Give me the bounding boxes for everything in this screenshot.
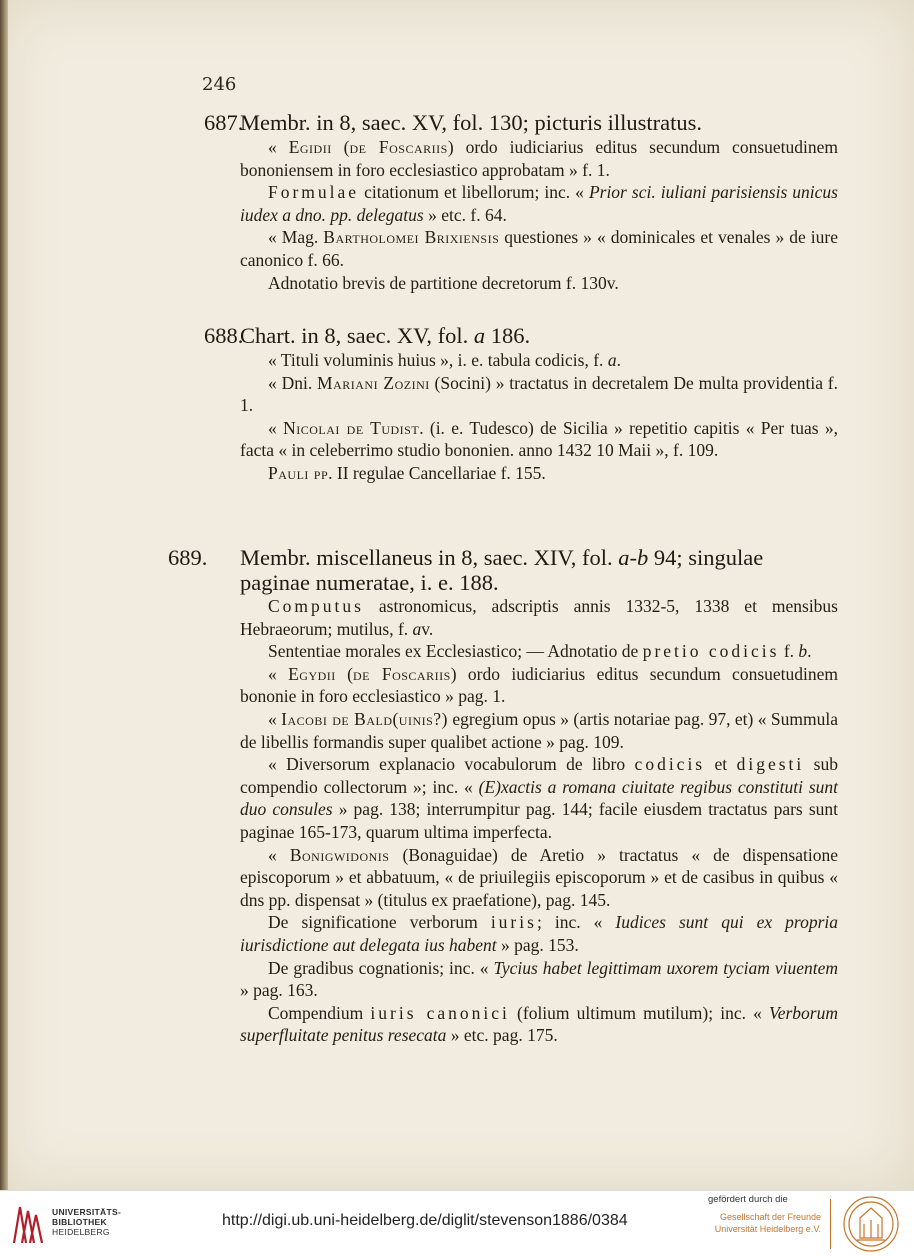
text-run: Sententiae morales ex Ecclesiastico; — Adnotatio de: [268, 641, 643, 662]
text-run: « Dni.: [268, 372, 318, 393]
text-run: «: [268, 417, 284, 438]
text-run: et: [705, 754, 737, 775]
entry-paragraph: [240, 663, 838, 708]
library-name-line: BIBLIOTHEK: [52, 1217, 107, 1227]
text-run: » pag. 163.: [240, 980, 318, 1001]
spaced-text: iuris canonici: [370, 1002, 510, 1023]
text-run: « Tituli voluminis huius », i. e. tabula codicis, f.: [268, 350, 608, 370]
text-run: v.: [421, 618, 434, 639]
entry-body-687: [240, 136, 838, 294]
text-run: ) ordo iudiciarius editus secundum consuetudinem bononiensem in foro ecclesiastico approbatam » f. 1.: [240, 137, 838, 180]
italic-text: a: [607, 350, 617, 370]
viewer-footer: [0, 1190, 914, 1256]
author-name: de Foscariis: [349, 137, 448, 157]
entry-paragraph: [240, 708, 838, 753]
italic-text: b: [798, 641, 808, 662]
text-run: (Socini) » tractatus in decretalem De multa providentia f. 1.: [240, 372, 838, 416]
entry-paragraph: [240, 595, 838, 640]
author-name: Iacobi de Bald(uinis?): [281, 708, 448, 729]
text-run: De significatione verborum: [268, 912, 491, 933]
text-run: «: [268, 663, 289, 684]
entry-paragraph: [240, 1002, 838, 1047]
library-name-line: UNIVERSITÄTS-: [52, 1207, 122, 1217]
spaced-text: Computus: [268, 596, 364, 616]
text-run: « Mag.: [268, 227, 324, 248]
text-run: (: [335, 663, 353, 684]
spaced-text: pretio codicis: [642, 641, 780, 662]
book-spine-edge: [0, 0, 8, 1190]
sponsor-name-line: Gesellschaft der Freunde: [719, 1212, 821, 1222]
italic-text: Iudices sunt qui ex propria iurisdictione aut delegata ius habent: [240, 912, 839, 955]
page-number: 246: [202, 74, 237, 95]
text-run: «: [268, 137, 289, 157]
text-run: (: [331, 137, 350, 157]
text-run: . II regulae Cancellariae f. 155.: [328, 462, 546, 483]
text-run: astronomicus, adscriptis annis 1332-5, 1338 et mensibus Hebraeorum; mutilus, f.: [240, 596, 838, 639]
entry-paragraph: [240, 136, 838, 181]
sponsor-name[interactable]: [706, 1211, 821, 1235]
entry-heading-text: Membr. in 8, saec. XV, fol. 130; picturis illustratus.: [240, 110, 703, 135]
entry-paragraph: [240, 462, 838, 485]
spaced-text: Formulae: [268, 182, 360, 203]
text-run: (folium ultimum mutilum); inc. «: [509, 1002, 769, 1023]
funded-by-label: gefördert durch die: [708, 1194, 788, 1205]
author-name: de Foscariis: [352, 663, 451, 684]
italic-text: Verborum superfluitate penitus resecata: [240, 1002, 838, 1046]
university-seal-icon[interactable]: [840, 1194, 902, 1254]
entry-paragraph: [240, 349, 838, 372]
text-run: .: [807, 641, 812, 662]
entry-number: 688.: [204, 323, 244, 348]
entry-paragraph: [240, 911, 838, 956]
library-name[interactable]: [52, 1207, 121, 1237]
author-name: Mariani Zozini: [317, 372, 430, 393]
entry-body-688: [240, 349, 838, 485]
italic-text: a-b: [618, 545, 649, 570]
sponsor-name-line: Universität Heidelberg e.V.: [714, 1224, 821, 1234]
entry-paragraph: [240, 640, 838, 663]
author-name: Egydii: [288, 663, 336, 684]
text-run: Membr. miscellaneus in 8, saec. XIV, fol.: [240, 545, 619, 570]
entry-number: 689.: [168, 545, 208, 570]
italic-text: (E)xactis a romana ciuitate regibus constituti sunt duo consules: [240, 776, 839, 820]
text-run: ) ordo iudiciarius editus secundum consuetudinem bononie in foro ecclesiastico » pag. 1.: [240, 663, 839, 707]
entry-heading-688: [204, 323, 838, 348]
author-name: Egidii: [288, 137, 332, 157]
text-run: Adnotatio brevis de partitione decretorum f. 130v.: [268, 272, 619, 293]
text-run: citationum et libellorum; inc. «: [359, 182, 589, 203]
entry-paragraph: [240, 226, 838, 271]
text-run: questiones » « dominicales et venales » de iure canonico f. 66.: [240, 227, 839, 270]
text-run: «: [268, 708, 282, 729]
text-run: » etc. pag. 175.: [446, 1025, 558, 1046]
entry-heading-text: [240, 323, 530, 348]
entry-paragraph: [240, 272, 838, 295]
text-run: » pag. 138; interrumpitur pag. 144; facile eiusdem tractatus pars sunt paginae 165-173, quarum ultima imperfecta.: [240, 799, 838, 842]
entry-paragraph: [240, 181, 838, 226]
italic-text: Tycius habet legittimam uxorem tyciam viuentem: [493, 957, 838, 978]
spaced-text: digesti: [736, 754, 805, 775]
entry-number: 687.: [204, 110, 244, 135]
text-run: 94; singulae paginae numeratae, i. e. 188.: [240, 545, 764, 595]
entry-paragraph: [240, 417, 838, 462]
entry-body-689: [240, 595, 838, 1047]
permalink-url[interactable]: http://digi.ub.uni-heidelberg.de/diglit/stevenson1886/0384: [222, 1212, 628, 1229]
entry-paragraph: [240, 844, 838, 912]
entry-paragraph: [240, 957, 838, 1002]
text-run: (Bonaguidae) de Aretio » tractatus « de dispensatione episcoporum » et abbatuum, « de priuilegiis episcoporum » et de casibus in quibus « dns pp. dispensat » (titulus ex praefatione), pag. 145.: [240, 844, 838, 910]
text-run: « Diversorum explanacio vocabulorum de libro: [268, 754, 635, 775]
text-run: «: [268, 844, 290, 865]
italic-text: Prior sci. iuliani parisiensis unicus iudex a dno. pp. delegatus: [240, 182, 838, 225]
entry-heading-687: [204, 110, 838, 135]
text-run: ; inc. «: [536, 912, 616, 933]
entry-heading-689: [168, 545, 838, 595]
italic-text: a: [473, 323, 486, 348]
spaced-text: iuris: [490, 912, 537, 933]
text-run: egregium opus » (artis notariae pag. 97, et) « Summula de libellis formandis super qualibet actione » pag. 109.: [240, 708, 838, 752]
text-run: 186.: [485, 323, 531, 348]
author-name: Bartholomei Brixiensis: [323, 227, 500, 248]
text-run: sub compendio collectorum »; inc. «: [240, 754, 838, 797]
entry-heading-text: [240, 545, 763, 595]
university-library-logo-icon[interactable]: [10, 1203, 46, 1245]
footer-divider: [830, 1199, 831, 1249]
text-run: .: [616, 350, 621, 370]
author-name: Bonigwidonis: [289, 844, 390, 865]
text-run: » etc. f. 64.: [423, 204, 507, 225]
spaced-text: codicis: [634, 754, 706, 775]
italic-text: a: [412, 618, 422, 639]
author-name: Pauli pp: [268, 462, 329, 483]
entry-paragraph: [240, 753, 838, 843]
text-run: Compendium: [268, 1002, 371, 1023]
text-run: f.: [779, 641, 799, 662]
text-run: » pag. 153.: [496, 934, 579, 955]
author-name: Nicolai de Tudist: [283, 417, 420, 438]
text-run: De gradibus cognationis; inc. «: [268, 957, 494, 978]
library-name-line: HEIDELBERG: [52, 1227, 110, 1237]
entry-paragraph: [240, 372, 838, 417]
text-run: . (i. e. Tudesco) de Sicilia » repetitio capitis « Per tuas », facta « in celeberrimo studio bononien. anno 1432 10 Maii », f. 109.: [240, 417, 839, 461]
text-run: Chart. in 8, saec. XV, fol.: [240, 323, 474, 348]
